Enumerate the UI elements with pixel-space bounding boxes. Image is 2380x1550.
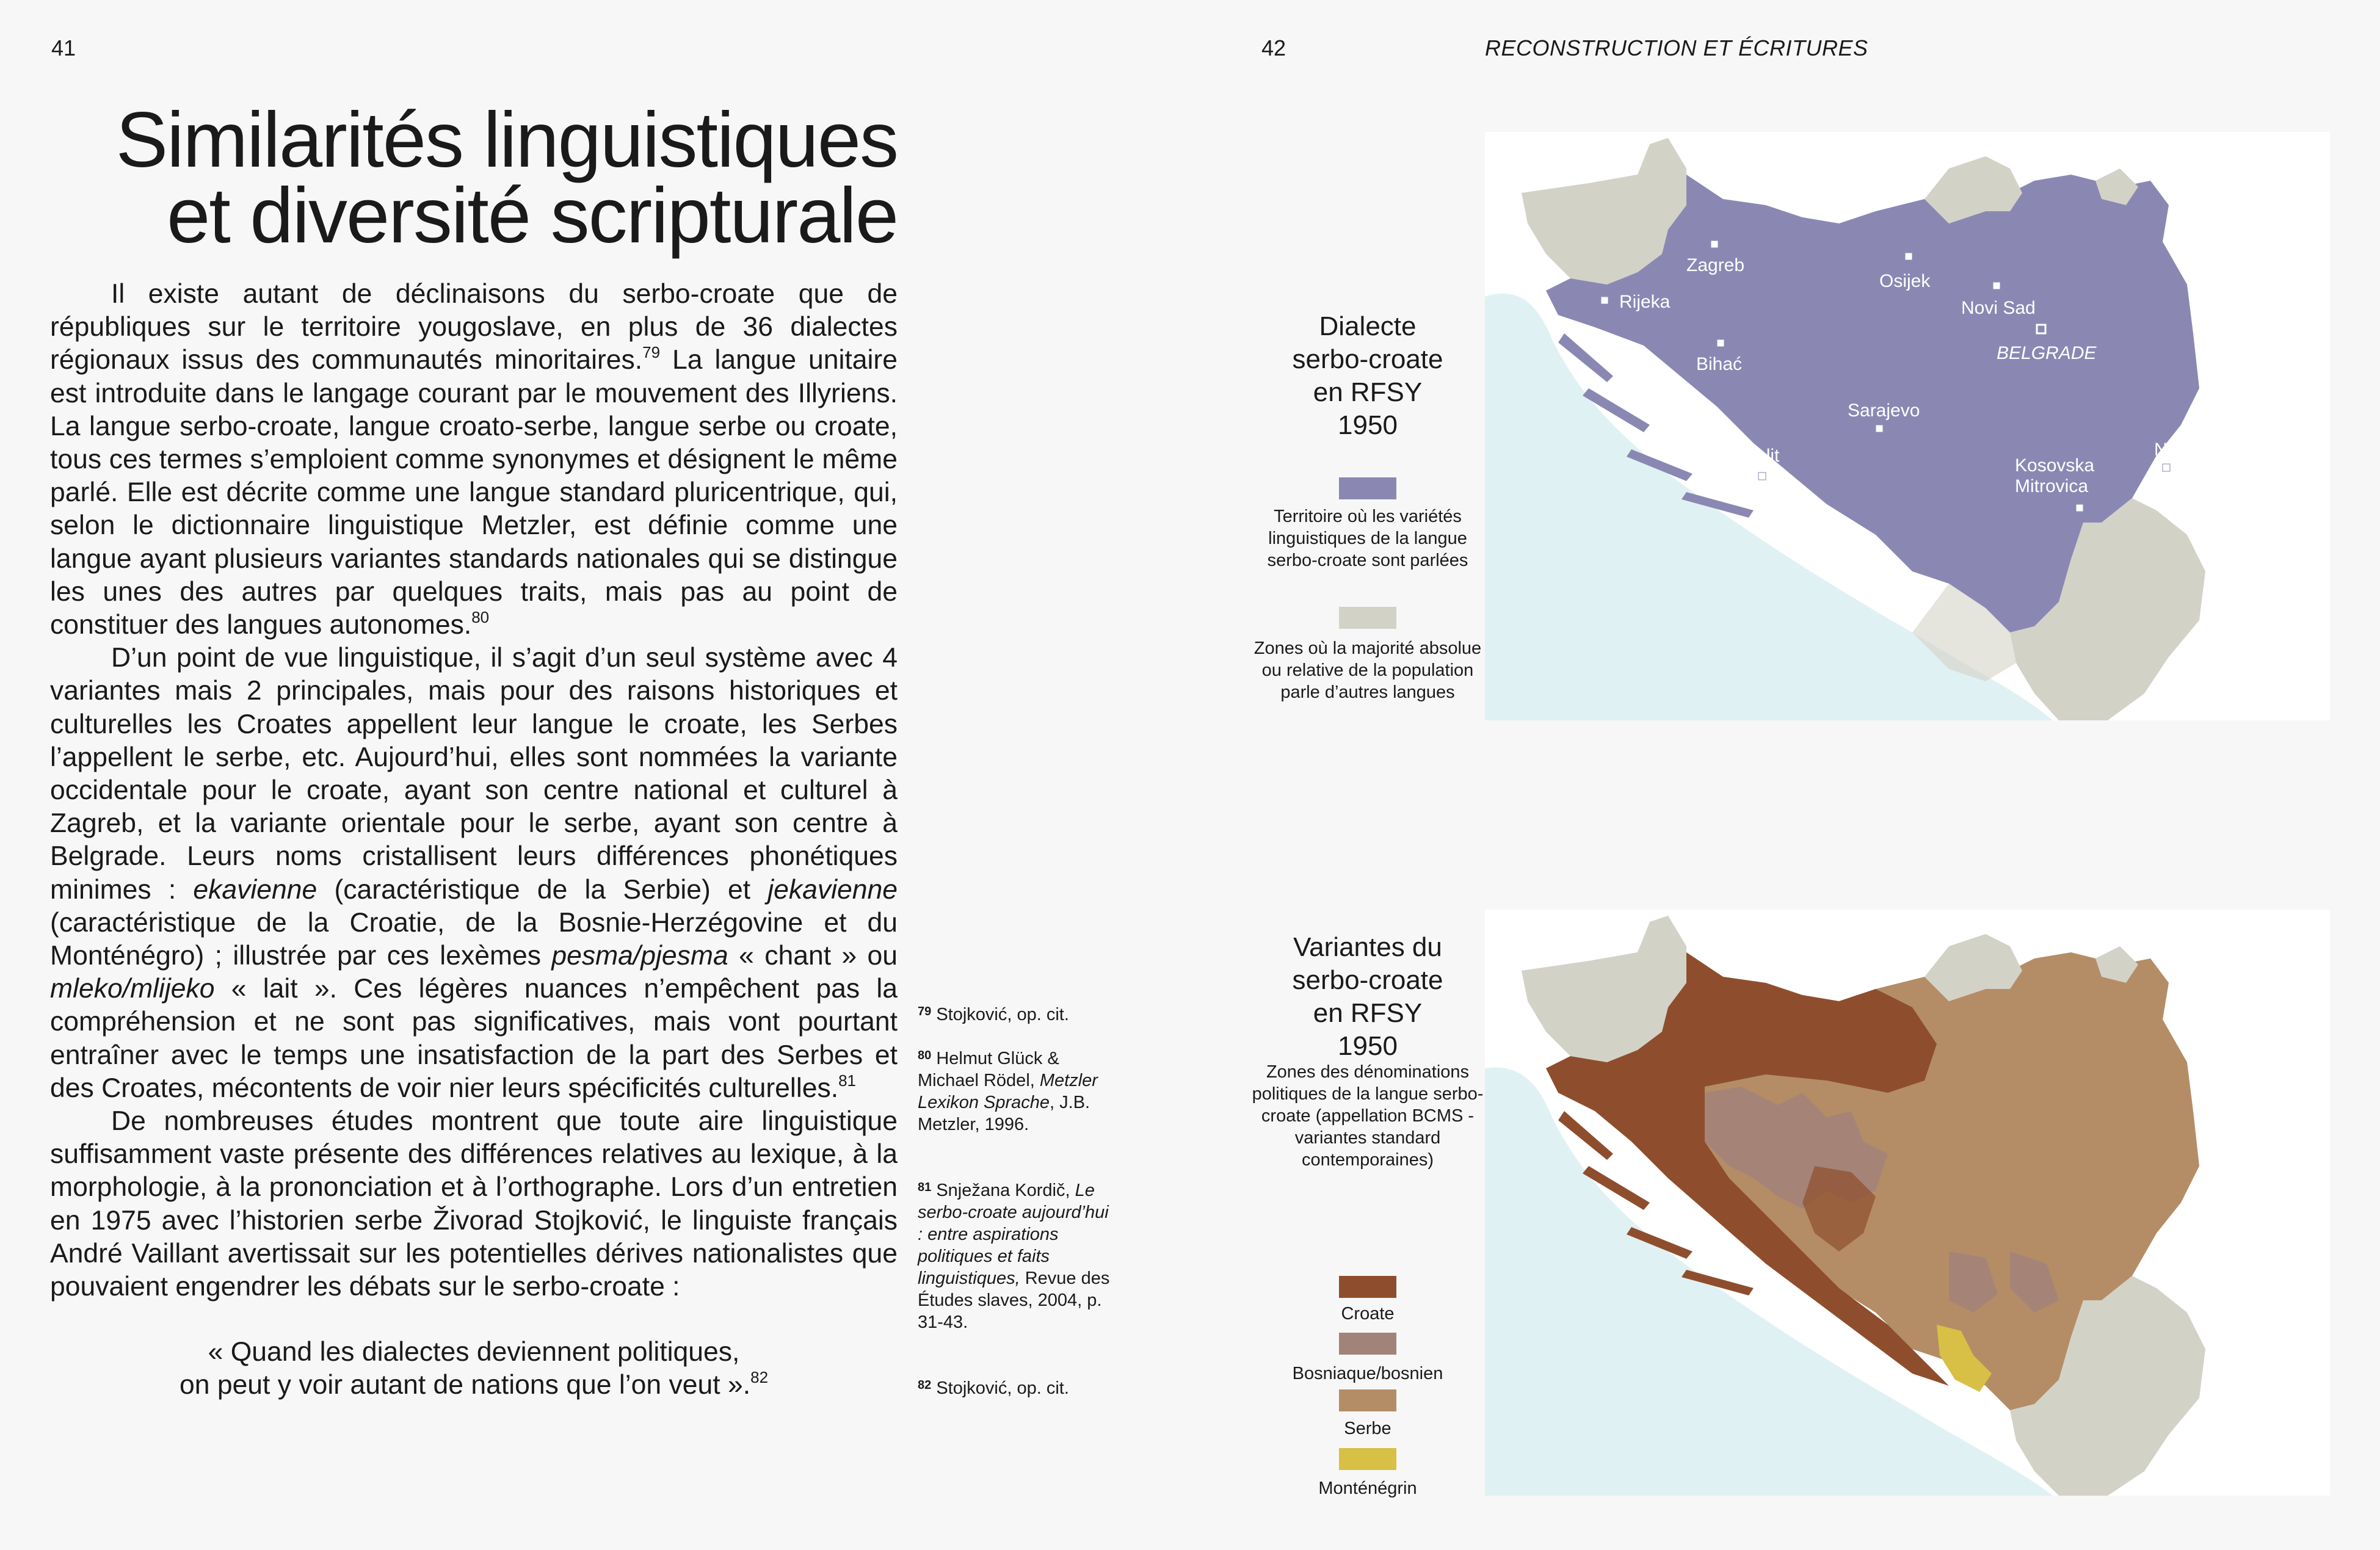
marker-sarajevo — [1876, 425, 1883, 432]
footnote-ref-79: 79 — [642, 343, 661, 362]
marker-bihac — [1717, 339, 1724, 347]
p3-text: De nombreuses études montrent que toute aire linguistique suffisamment vaste présente des différences relatives au lexique, à la morphologie, à la prononciation et à l’orthographe. Lors d’un entretien en 1975 avec l’historien serbe Živorad Stojković, le linguiste français André Vaillant avertissait sur les potentielles dérives nationalistes que pouvaient engendrer les débats sur le serbo-croate : — [50, 1106, 898, 1302]
legend-swatch-montenegrin — [1339, 1448, 1396, 1470]
map-dialects-svg — [1485, 132, 2330, 720]
marker-zagreb — [1711, 241, 1718, 248]
legend-croate-label: Croate — [1341, 1304, 1395, 1324]
footnote-text: Stojković, op. cit. — [936, 1005, 1069, 1024]
p2-italic-pesma: pesma/pjesma — [551, 941, 728, 971]
map1-title-line: serbo-croate — [1292, 344, 1443, 374]
map1-title-line: 1950 — [1338, 410, 1398, 440]
footnote-number: 80 — [918, 1049, 932, 1062]
footnote-80 — [918, 1048, 1113, 1135]
city-label-belgrade: BELGRADE — [1997, 343, 2097, 363]
city-label-bihac: Bihać — [1696, 354, 1743, 374]
paragraph-3 — [50, 1105, 898, 1303]
footnote-text: Revue des Études slaves, 2004, p. 31-43. — [918, 1269, 1110, 1332]
quote-line-2: on peut y voir autant de nations que l’on veut ». — [179, 1370, 751, 1400]
map-dialects — [1485, 132, 2330, 720]
running-head: RECONSTRUCTION ET ÉCRITURES — [1485, 35, 1868, 60]
p2-text-b: (caractéristique de la Serbie) et — [317, 874, 768, 905]
marker-split — [1758, 473, 1766, 480]
map2-title-line: en RFSY — [1313, 998, 1423, 1028]
marker-kosovska-mitrovica — [2076, 504, 2083, 512]
map2-title-line: Variantes du — [1293, 932, 1442, 962]
p2-italic-jekavienne: jekavienne — [767, 874, 898, 905]
map2-title — [1252, 931, 1484, 1063]
title-line-1: Similarités linguistiques — [115, 96, 898, 184]
body-text — [50, 278, 898, 1303]
legend-swatch-bosnien — [1339, 1333, 1396, 1355]
footnote-number: 81 — [918, 1181, 932, 1194]
map1-title — [1252, 310, 1484, 442]
footnote-79 — [918, 1004, 1113, 1026]
map2-title-line: 1950 — [1338, 1031, 1398, 1061]
city-label-zagreb: Zagreb — [1686, 255, 1745, 275]
city-label-split: Split — [1744, 446, 1780, 466]
quote-line-1: « Quand les dialectes deviennent politiques, — [208, 1337, 740, 1367]
footnote-text: Helmut Glück & Michael Rödel, — [918, 1049, 1059, 1090]
footnote-italic: Metzler Lexikon Sprache — [918, 1071, 1098, 1112]
city-label-kosovska: Kosovska — [2015, 455, 2095, 476]
footnote-text: , J.B. Metzler, 1996. — [918, 1093, 1090, 1134]
footnote-text: Snježana Kordič, — [936, 1181, 1075, 1200]
paragraph-2 — [50, 642, 898, 1105]
footnote-number: 82 — [918, 1378, 932, 1392]
legend-serbo-croatian-label: Territoire où les variétés linguistiques de la langue serbo-croate sont parlées — [1267, 507, 1468, 570]
marker-osijek — [1905, 253, 1912, 260]
city-label-novisad: Novi Sad — [1961, 298, 2036, 318]
footnote-text: Stojković, op. cit. — [936, 1378, 1069, 1398]
left-page-number: 41 — [51, 35, 76, 60]
paragraph-1 — [50, 278, 898, 642]
footnote-ref-80: 80 — [471, 608, 490, 627]
marker-nis — [2163, 464, 2170, 471]
legend-other-languages-label: Zones où la majorité absolue ou relative de la population parle d’autres langues — [1253, 639, 1482, 702]
title-line-2: et diversité scripturale — [167, 172, 898, 259]
right-page-number: 42 — [1261, 35, 1286, 60]
p1-text-b: La langue unitaire est introduite dans le langage courant par le mouvement des Illyriens. La langue serbo-croate, langue croato-serbe, langue serbe ou croate, tous ces termes s’emploient comme synonymes et désignent le même parlé. Elle est décrite comme une langue standard pluricentrique, qui, selon le dictionnaire linguistique Metzler, est définie comme une langue ayant plusieurs variantes standards nationales qui se distingue les unes des autres par quelques traits, mais pas au point de constituer des langues autonomes. — [50, 345, 898, 640]
quote — [50, 1336, 898, 1402]
page-title — [49, 96, 898, 259]
map2-subtitle: Zones des dénominations politiques de la langue serbo-croate (appellation BCMS - variantes standard contemporaines) — [1252, 1062, 1484, 1170]
city-label-rijeka: Rijeka — [1619, 292, 1671, 312]
p2-text-e: « lait ». Ces légères nuances n’empêchent pas la compréhension et ne sont pas significatives, mais vont pourtant entraîner avec le temps une insatisfaction de la part des Serbes et des Croates, mécontents de voir nier leurs spécificités culturelles. — [50, 974, 898, 1103]
map-variants — [1485, 910, 2330, 1496]
map1-title-line: Dialecte — [1319, 311, 1417, 341]
legend-bosnien-label: Bosniaque/bosnien — [1292, 1364, 1443, 1383]
marker-rijeka — [1601, 297, 1608, 304]
footnote-81 — [918, 1179, 1113, 1333]
legend-swatch-croate — [1339, 1276, 1396, 1298]
p2-italic-ekavienne: ekavienne — [193, 874, 317, 905]
p2-text-a: D’un point de vue linguistique, il s’agit d’un seul système avec 4 variantes mais 2 principales, mais pour des raisons historiques et culturelles les Croates appellent leur langue le croate, les Serbes l’appellent le serbe, etc. Aujourd’hui, elles sont nommées la variante occidentale pour le croate, ayant son centre national et culturel à Zagreb, et la variante orientale pour le serbe, ayant son centre à Belgrade. Leurs noms cristallisent leurs différences phonétiques minimes : — [50, 643, 898, 905]
p2-text-c: (caractéristique de la Croatie, de la Bosnie-Herzégovine et du Monténégro) ; illustrée par ces lexèmes — [50, 907, 898, 971]
legend-serbe-label: Serbe — [1344, 1419, 1391, 1438]
marker-novisad — [1993, 282, 2000, 289]
map-variants-svg — [1485, 910, 2330, 1496]
footnote-italic: Le serbo-croate aujourd’hui : entre aspirations politiques et faits linguistiques, — [918, 1181, 1109, 1288]
map1-title-line: en RFSY — [1313, 377, 1423, 407]
city-label-sarajevo: Sarajevo — [1848, 400, 1920, 421]
city-label-nis: Niš — [2154, 440, 2181, 460]
legend-swatch-other-languages — [1339, 607, 1396, 629]
p2-text-d: « chant » ou — [728, 941, 898, 971]
p1-text-a: Il existe autant de déclinaisons du serbo-croate que de républiques sur le territoire yougoslave, en plus de 36 dialectes régionaux issus des communautés minoritaires. — [50, 279, 898, 375]
footnote-number: 79 — [918, 1005, 932, 1018]
legend-swatch-serbo-croatian — [1339, 477, 1396, 499]
city-label-osijek: Osijek — [1879, 271, 1931, 291]
map2-title-line: serbo-croate — [1292, 965, 1443, 995]
footnote-82 — [918, 1377, 1113, 1399]
footnote-ref-81: 81 — [838, 1071, 856, 1090]
legend-montenegrin-label: Monténégrin — [1318, 1479, 1417, 1498]
p2-italic-mleko: mleko/mlijeko — [50, 974, 215, 1004]
legend-swatch-serbe — [1339, 1389, 1396, 1411]
footnote-ref-82: 82 — [750, 1368, 769, 1387]
city-label-mitrovica: Mitrovica — [2015, 476, 2089, 496]
